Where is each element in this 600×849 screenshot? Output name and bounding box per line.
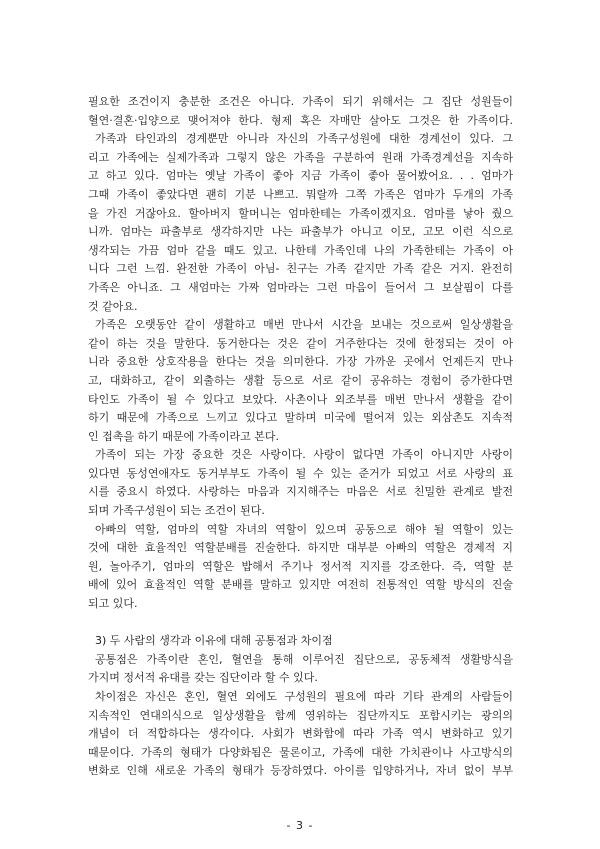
section	[88, 632, 513, 781]
text-line: 변화로 인해 새로운 가족의 형태가 등장하였다. 아이를 입양하거나, 자녀 없이 부부	[88, 764, 513, 778]
text-line: 가지며 정서적 유대를 갖는 집단이라 할 수 있다.	[88, 671, 318, 685]
text-line: 혈연·결혼·입양으로 맺어져야 한다. 형제 혹은 자매만 살아도 그것은 한 가족이다.	[88, 113, 513, 127]
text-line: 타인도 가족이 될 수 있다고 보았다. 사촌이나 외조부를 매번 만나서 생활을 같이	[88, 392, 513, 406]
text-line: 차이점은 자신은 혼인, 혈연 외에도 구성원의 필요에 따라 기타 관계의 사람들이	[95, 690, 513, 703]
text-line: 지속적인 연대의식으로 일상생활을 함께 영위하는 집단까지도 포함시키는 광의의	[88, 708, 513, 722]
paragraph	[88, 316, 513, 446]
text-line: 리고 가족에는 실제가족과 그렇지 않은 가족을 구분하여 원래 가족경계선을 지속하	[88, 150, 513, 164]
text-line: 되며 가족구성원이 되는 조건이 된다.	[88, 504, 265, 518]
text-line: 배에 있어 효율적인 역할 분배를 말하고 있지만 여전히 전통적인 역할 방식의 진술	[88, 578, 513, 592]
text-line: 원, 놀아주기, 엄마의 역할은 밥해서 주기나 정서적 지지를 강조한다. 즉, 역할 분	[88, 559, 513, 573]
text-line: 생각되는 가끔 엄마 같을 때도 있고. 나한테 가족인데 나의 가족한테는 가족이 아	[88, 243, 513, 257]
text-line: 개념이 더 적합하다는 생각이다. 사회가 변화함에 따라 가족 역시 변화하고 있기	[88, 727, 513, 741]
text-line: 공통점은 가족이란 혼인, 혈연을 통해 이루어진 집단으로, 공동체적 생활방식을	[95, 652, 513, 666]
text-line: 것 같아요.	[88, 299, 138, 313]
text-line: 아빠의 역할, 엄마의 역할 자녀의 역할이 있으며 공동으로 해야 될 역할이 있는	[95, 522, 513, 536]
text-line: 을 가진 거잖아요. 할아버지 할머니는 엄마한테는 가족이겠지요. 엄마를 낳아 줬으	[88, 206, 513, 220]
section-heading: 3) 두 사람의 생각과 이유에 대해 공통점과 차이점	[95, 634, 333, 648]
text-line: 인 접촉을 하기 때문에 가족이라고 본다.	[88, 429, 279, 443]
text-line: 가족은 오랫동안 같이 생활하고 매번 만나서 시간을 보내는 것으로써 일상생활을	[95, 318, 513, 332]
text-line: 있다면 동성연애자도 동거부부도 가족이 될 수 있는 준거가 되었고 서로 사랑의 표	[88, 466, 513, 480]
text-line: 가족은 아니죠. 그 새엄마는 가짜 엄마라는 그런 마음이 들어서 그 보살핌이 다를	[88, 280, 513, 294]
text-line: 가족과 타인과의 경계뿐만 아니라 자신의 가족구성원에 대한 경계선이 있다. 그	[95, 132, 513, 146]
paragraph	[88, 130, 513, 316]
text-line: 고 하고 있다. 엄마는 옛날 가족이 좋아 지금 가족이 좋아 물어봤어요. . . 엄마가	[88, 169, 513, 183]
text-line: 가족이 되는 가장 중요한 것은 사랑이다. 사랑이 없다면 가족이 아니지만 사랑이	[95, 448, 513, 462]
paragraph	[88, 688, 513, 781]
text-line: 그때 가족이 좋았다면 괜히 기분 나쁘고. 뭐랄까 그쪽 가족은 엄마가 두개의 가족	[88, 187, 513, 201]
paragraph	[88, 446, 513, 520]
paragraph	[88, 651, 513, 688]
text-line: 하기 때문에 가족으로 느끼고 있다고 말하며 미국에 떨어져 있는 외삼촌도 지속적	[88, 411, 513, 425]
text-line: 니다 그런 느낌. 완전한 가족이 아님- 친구는 가족 같지만 가족 같은 거지. 완전히	[88, 262, 513, 276]
text-line: 같이 하는 것을 말한다. 동거한다는 것은 같이 거주한다는 것에 한정되는 것이 아	[88, 336, 513, 350]
text-line: 니까. 엄마는 파출부로 생각하지만 나는 파출부가 아니고 이모, 고모 이런 식으로	[88, 225, 513, 239]
text-line: 필요한 조건이지 충분한 조건은 아니다. 가족이 되기 위해서는 그 집단 성원들이	[88, 95, 513, 108]
text-line: 시를 중요시 하였다. 사랑하는 마음과 지지해주는 마음은 서로 친밀한 관계로 발전	[88, 485, 513, 499]
text-line: 것에 대한 효율적인 역할분배를 진술한다. 하지만 대부분 아빠의 역할은 경제적 지	[88, 541, 513, 555]
body-text	[88, 93, 513, 781]
page-number: - 3 -	[286, 819, 314, 832]
text-line: 되고 있다.	[88, 597, 138, 611]
text-line: 니라 중요한 상호작용을 한다는 것을 의미한다. 가장 가까운 곳에서 언제든지 만나	[88, 355, 513, 369]
paragraph	[88, 93, 513, 130]
text-line: 고, 대화하고, 같이 외출하는 생활 등으로 서로 같이 공유하는 경험이 증가한다면	[88, 373, 513, 387]
text-line: 때문이다. 가족의 형태가 다양화됨은 물론이고, 가족에 대한 가치관이나 사고방식의	[88, 745, 513, 759]
paragraph	[88, 521, 513, 614]
